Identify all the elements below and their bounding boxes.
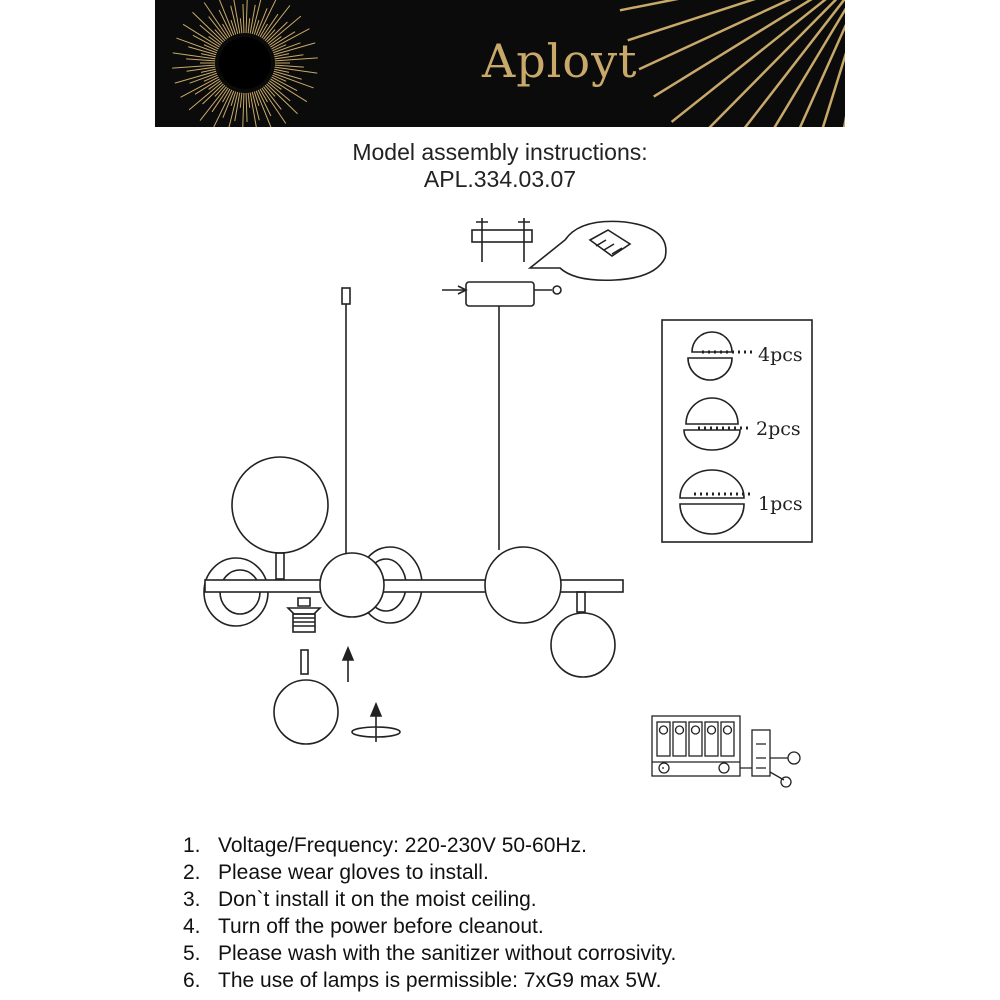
sun-ray bbox=[268, 16, 301, 44]
sun-ray bbox=[235, 93, 240, 122]
terminal-cell bbox=[705, 722, 718, 756]
sun-ray bbox=[195, 79, 220, 94]
sun-ray bbox=[240, 18, 242, 33]
rotate-arrow-icon bbox=[352, 704, 400, 742]
note-item: 1. Voltage/Frequency: 220-230V 50-60Hz. bbox=[183, 834, 587, 857]
note-item: 6. The use of lamps is permissible: 7xG9 max 5W. bbox=[183, 969, 662, 992]
ground-terminal-icon bbox=[781, 777, 791, 787]
sun-ray bbox=[240, 93, 242, 108]
sun-ray bbox=[186, 59, 215, 61]
sun-ray bbox=[248, 93, 250, 108]
terminal-cell bbox=[657, 722, 670, 756]
terminal-screw-icon bbox=[724, 726, 732, 734]
sun-ray bbox=[227, 92, 237, 127]
terminal-screw-icon bbox=[660, 726, 668, 734]
sun-ray bbox=[270, 79, 306, 102]
sun-ray bbox=[246, 93, 247, 122]
model-number: APL.334.03.07 bbox=[423, 166, 577, 192]
socket-assembly bbox=[288, 598, 320, 674]
note-item: 3. Don`t install it on the moist ceiling. bbox=[183, 888, 537, 911]
parts-count-1: 1pcs bbox=[758, 493, 803, 515]
note-item: 2. Please wear gloves to install. bbox=[183, 861, 489, 884]
terminal-screw-icon bbox=[708, 726, 716, 734]
sun-ray bbox=[189, 82, 222, 110]
globe-shade bbox=[274, 680, 338, 744]
note-item: 4. Turn off the power before cleanout. bbox=[183, 915, 544, 938]
suspension-clamp bbox=[342, 288, 350, 304]
safety-notes-list bbox=[183, 832, 676, 994]
assembly-diagram bbox=[0, 200, 1000, 820]
globe-shade bbox=[551, 613, 615, 677]
sun-ray bbox=[252, 0, 262, 34]
sun-ray bbox=[275, 65, 304, 67]
shade-large-icon bbox=[680, 470, 750, 534]
sun-ray bbox=[200, 87, 226, 121]
terminal-cell bbox=[673, 722, 686, 756]
shade-medium-icon bbox=[684, 398, 752, 450]
shade-small-icon bbox=[688, 332, 752, 380]
page-title: Model assembly instructions: bbox=[352, 139, 648, 165]
sun-ray bbox=[273, 73, 313, 88]
lamp-holder bbox=[276, 553, 284, 579]
globe-shade bbox=[232, 457, 328, 553]
sun-center-icon bbox=[219, 37, 271, 89]
sun-ray bbox=[176, 38, 216, 53]
parts-count-4: 4pcs bbox=[758, 344, 803, 366]
sun-ray bbox=[212, 88, 228, 112]
sun-ray bbox=[250, 5, 255, 34]
globe-shade bbox=[320, 553, 384, 617]
terminal-screw-icon bbox=[676, 726, 684, 734]
globe-shade bbox=[485, 547, 561, 623]
terminal-screw-icon bbox=[692, 726, 700, 734]
sun-ray bbox=[246, 0, 248, 33]
power-terminal-icon bbox=[788, 752, 800, 764]
sun-ray bbox=[628, 0, 845, 40]
sun-ray bbox=[183, 24, 219, 47]
terminal-cell bbox=[689, 722, 702, 756]
sun-ray bbox=[262, 14, 278, 38]
sun-ray bbox=[242, 93, 244, 127]
terminal-block-callout bbox=[530, 221, 666, 280]
arrow-up-icon bbox=[343, 648, 353, 682]
sun-ray bbox=[248, 18, 250, 33]
sun-ray bbox=[263, 5, 289, 39]
sun-ray bbox=[692, 0, 845, 127]
sun-ray bbox=[798, 0, 845, 127]
sun-ray bbox=[270, 32, 295, 47]
parts-count-2: 2pcs bbox=[756, 418, 801, 440]
g9-bulb-icon bbox=[301, 650, 308, 674]
ceiling-canopy bbox=[442, 218, 561, 306]
terminal-cell bbox=[721, 722, 734, 756]
brand-logo: Aployt bbox=[482, 34, 638, 88]
wiring-diagram bbox=[652, 716, 800, 787]
note-item: 5. Please wash with the sanitizer without corrosivity. bbox=[183, 942, 677, 965]
brand-banner bbox=[155, 0, 845, 127]
sun-ray bbox=[639, 0, 845, 69]
sun-ray bbox=[243, 4, 244, 33]
lamp-holder bbox=[577, 592, 585, 612]
